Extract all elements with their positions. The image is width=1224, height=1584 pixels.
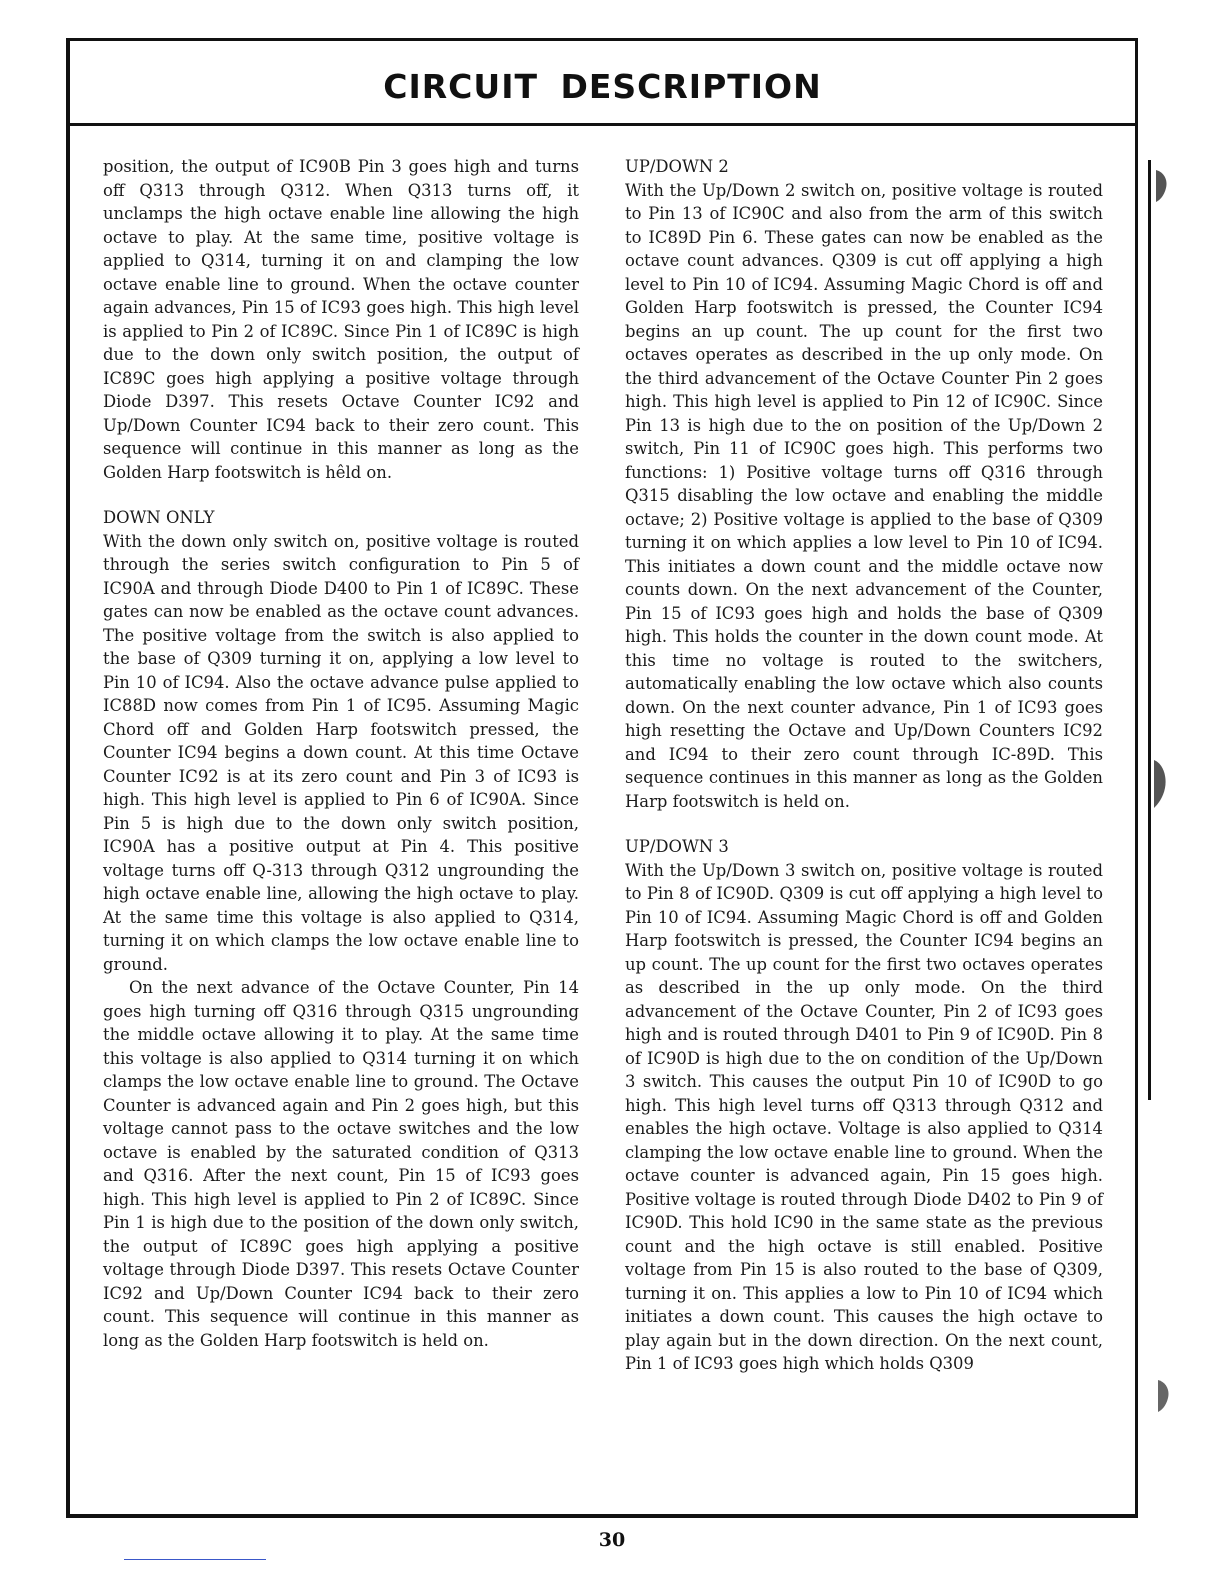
binding-edge-line [1148, 160, 1151, 1100]
right-paragraph-2: With the Up/Down 3 switch on, positive voltage is routed to Pin 8 of IC90D. Q309 is cut off applying a high level to Pin 10 of IC94. Assuming Magic Chord is off and Golden Harp footswitch is pressed, the Counter IC94 begins an up count. The up count for the first two octaves operates as described in the up only mode. On the third advancement of the Octave Counter, Pin 2 of IC93 goes high and is routed through D401 to Pin 9 of IC90D. Pin 8 of IC90D is high due to the on condition of the Up/Down 3 switch. This causes the output Pin 10 of IC90D to go high. This high level turns off Q313 through Q312 and enables the high octave. Voltage is also applied to Q314 clamping the low octave enable line to ground. When the octave counter is advanced again, Pin 15 goes high. Positive voltage is routed through Diode D402 to Pin 9 of IC90D. This hold IC90 in the same state as the previous count and the high octave is still enabled. Positive voltage from Pin 15 is also routed to the base of Q309, turning it on. This applies a low to Pin 10 of IC94 which initiates a down count. This causes the high octave to play again but in the down direction. On the next count, Pin 1 of IC93 goes high which holds Q309 [625, 860, 1103, 1373]
punch-hole-shadow-mark [1154, 168, 1170, 204]
page-title: CIRCUIT DESCRIPTION [383, 66, 822, 106]
punch-hole-shadow-mark [1156, 1378, 1172, 1414]
left-paragraph-1: position, the output of IC90B Pin 3 goes high and turns off Q313 through Q312. When Q313 turns off, it unclamps the high octave enable line allowing the high octave to play. At the same time, positive voltage is applied to Q314, turning it on and clamping the low octave enable line to ground. When the octave counter again advances, Pin 15 of IC93 goes high. This high level is applied to Pin 2 of IC89C. Since Pin 1 of IC89C is high due to the down only switch position, the output of IC89C goes high applying a positive voltage through Diode D397. This resets Octave Counter IC92 and Up/Down Counter IC94 back to their zero count. This sequence will continue in this manner as long as the Golden Harp footswitch is hêld on. [103, 157, 579, 482]
left-paragraph-2: With the down only switch on, positive voltage is routed through the series switch configuration to Pin 5 of IC90A and through Diode D400 to Pin 1 of IC89C. These gates can now be enabled as the octave count advances. The positive voltage from the switch is also applied to the base of Q309 turning it on, applying a low level to Pin 10 of IC94. Also the octave advance pulse applied to IC88D now comes from Pin 1 of IC95. Assuming Magic Chord off and Golden Harp footswitch pressed, the Counter IC94 begins a down count. At this time Octave Counter IC92 is at its zero count and Pin 3 of IC93 is high. This high level is applied to Pin 6 of IC90A. Since Pin 5 is high due to the down only switch position, IC90A has a positive output at Pin 4. This positive voltage turns off Q-313 through Q312 ungrounding the high octave enable line, allowing the high octave to play. At the same time this voltage is also applied to Q314, turning it on which clamps the low octave enable line to ground. [103, 531, 579, 974]
left-paragraph-3: On the next advance of the Octave Counter, Pin 14 goes high turning off Q316 through Q315 ungrounding the middle octave allowing it to play. At the same time this voltage is also applied to Q314 turning it on which clamps the low octave enable line to ground. The Octave Counter is advanced again and Pin 2 goes high, but this voltage cannot pass to the octave switches and the low octave is enabled by the saturated condition of Q313 and Q316. After the next count, Pin 15 of IC93 goes high. This high level is applied to Pin 2 of IC89C. Since Pin 1 is high due to the position of the down only switch, the output of IC89C goes high applying a positive voltage through Diode D397. This resets Octave Counter IC92 and Up/Down Counter IC94 back to their zero count. This sequence will continue in this manner as long as the Golden Harp footswitch is held on. [103, 978, 579, 1350]
header-band [70, 41, 1135, 126]
right-column [625, 155, 1103, 1376]
heading-up-down-3: UP/DOWN 3 [625, 837, 729, 856]
heading-down-only: DOWN ONLY [103, 508, 215, 527]
blue-underline-mark [124, 1559, 266, 1560]
page-number: 30 [598, 1529, 626, 1551]
right-paragraph-1: With the Up/Down 2 switch on, positive voltage is routed to Pin 13 of IC90C and also from the arm of this switch to IC89D Pin 6. These gates can now be enabled as the octave count advances. Q309 is cut off applying a high level to Pin 10 of IC94. Assuming Magic Chord is off and Golden Harp footswitch is pressed, the Counter IC94 begins an up count. The up count for the first two octaves operates as described in the up only mode. On the third advancement of the Octave Counter Pin 2 goes high. This high level is applied to Pin 12 of IC90C. Since Pin 13 is high due to the on position of the Up/Down 2 switch, Pin 11 of IC90C goes high. This performs two functions: 1) Positive voltage turns off Q316 through Q315 disabling the low octave and enabling the middle octave; 2) Positive voltage is applied to the base of Q309 turning it on which applies a low level to Pin 10 of IC94. This initiates a down count and the middle octave now counts down. On the next advancement of the Counter, Pin 15 of IC93 goes high and holds the base of Q309 high. This holds the counter in the down count mode. At this time no voltage is routed to the switchers, automatically enabling the low octave which also counts down. On the next counter advance, Pin 1 of IC93 goes high resetting the Octave and Up/Down Counters IC92 and IC94 to their zero count through IC-89D. This sequence continues in this manner as long as the Golden Harp footswitch is held on. [625, 180, 1103, 811]
punch-hole-shadow-mark [1152, 758, 1168, 810]
heading-up-down-2: UP/DOWN 2 [625, 157, 729, 176]
bottom-rule [66, 1514, 1138, 1518]
left-column [103, 155, 579, 1352]
